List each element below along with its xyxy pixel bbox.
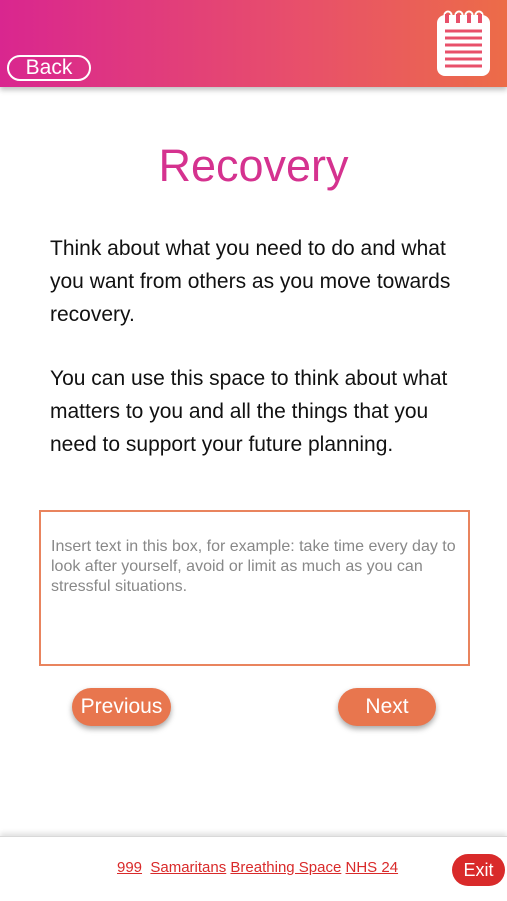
link-999[interactable]: 999 (117, 859, 143, 876)
back-button[interactable]: Back (7, 55, 91, 81)
helpline-links (117, 859, 398, 876)
link-samaritans[interactable]: Samaritans (150, 859, 227, 876)
recovery-notes-textarea[interactable] (39, 510, 470, 666)
intro-paragraph: Think about what you need to do and what you want from others as you move towards recovery. (50, 237, 451, 326)
notepad-icon[interactable] (436, 7, 491, 77)
next-button[interactable]: Next (338, 688, 436, 726)
instruction-paragraph: You can use this space to think about what matters to you and all the things that you need to support your future planning. (50, 367, 448, 456)
link-nhs-24[interactable]: NHS 24 (345, 859, 399, 876)
app-header (0, 0, 507, 87)
footer-bar (0, 836, 507, 901)
link-breathing-space[interactable]: Breathing Space (230, 859, 342, 876)
previous-button[interactable]: Previous (72, 688, 171, 726)
page-title: Recovery (158, 140, 349, 191)
exit-button[interactable]: Exit (452, 854, 505, 886)
